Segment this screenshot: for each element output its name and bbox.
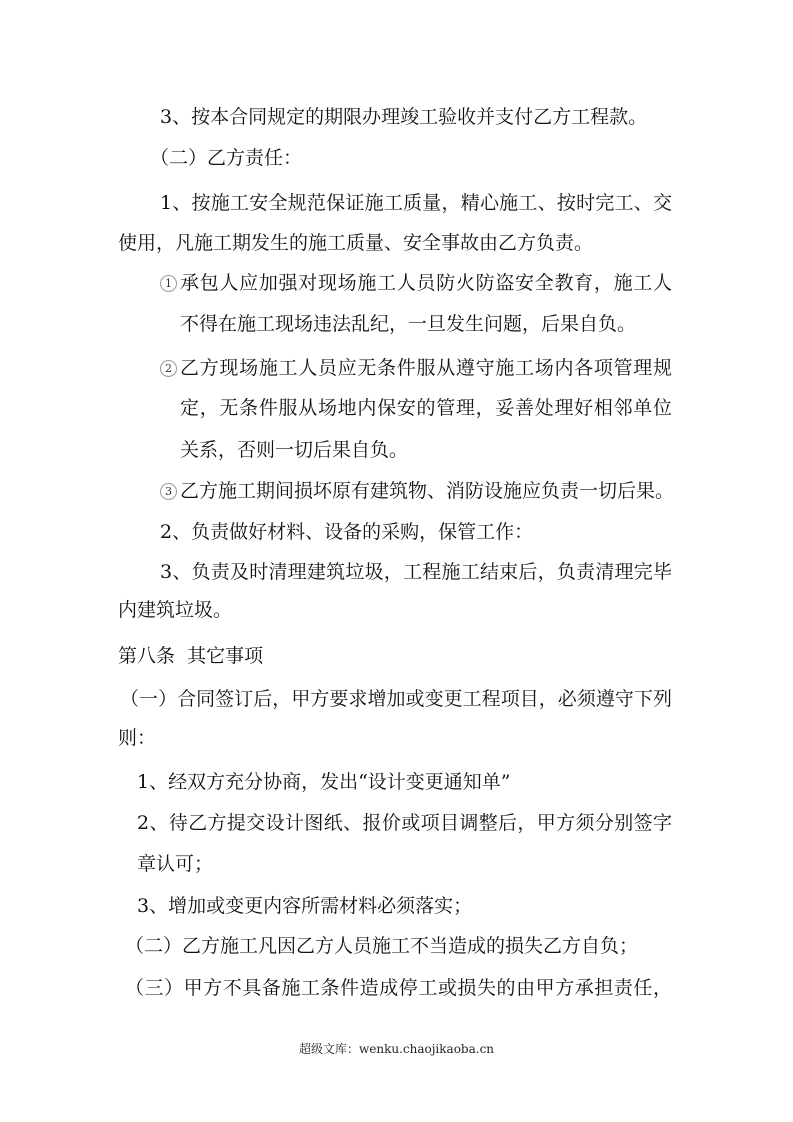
paragraph-line: 2、待乙方提交设计图纸、报价或项目调整后，甲方须分别签字	[137, 812, 672, 834]
paragraph-line: （三）甲方不具备施工条件造成停工或损失的由甲方承担责任，	[125, 977, 672, 999]
paragraph-line: 乙方现场施工人员应无条件服从遵守施工场内各项管理规	[180, 357, 672, 379]
paragraph-line: 内建筑垃圾。	[118, 599, 233, 621]
paragraph-line: 3、负责及时清理建筑垃圾，工程施工结束后，负责清理完毕	[160, 561, 672, 583]
article-heading: 第八条 其它事项	[118, 645, 264, 667]
paragraph-line: 关系，否则一切后果自负。	[180, 439, 409, 461]
paragraph-line: 2、负责做好材料、设备的采购，保管工作：	[160, 521, 534, 543]
paragraph-line: 承包人应加强对现场施工人员防火防盗安全教育，施工人	[180, 272, 672, 294]
paragraph-line: 定，无条件服从场地内保安的管理，妥善处理好相邻单位	[180, 397, 672, 419]
paragraph-line: 3、增加或变更内容所需材料必须落实；	[137, 895, 473, 917]
paragraph-line: 则：	[118, 727, 157, 749]
circled-number-3-icon: 3	[160, 483, 177, 500]
paragraph-line: 1、按施工安全规范保证施工质量，精心施工、按时完工、交	[160, 192, 672, 214]
paragraph-line: 3、按本合同规定的期限办理竣工验收并支付乙方工程款。	[160, 106, 648, 128]
paragraph-line: 使用，凡施工期发生的施工质量、安全事故由乙方负责。	[118, 232, 594, 254]
paragraph-line: （一）合同签订后，甲方要求增加或变更工程项目，必须遵守下列	[120, 688, 672, 710]
section-heading: （二）乙方责任：	[150, 147, 303, 169]
circled-number-2-icon: 2	[160, 360, 177, 377]
circled-number-1-icon: 1	[160, 275, 177, 292]
paragraph-line: （二）乙方施工凡因乙方人员施工不当造成的损失乙方自负；	[125, 935, 639, 957]
paragraph-line: 章认可；	[137, 853, 214, 875]
paragraph-line: 乙方施工期间损坏原有建筑物、消防设施应负责一切后果。	[180, 480, 675, 502]
page-footer: 超级文库：wenku.chaojikaoba.cn	[298, 1042, 495, 1056]
paragraph-line: 不得在施工现场违法乱纪，一旦发生问题，后果自负。	[180, 313, 637, 335]
paragraph-line: 1、经双方充分协商，发出“设计变更通知单”	[137, 771, 511, 793]
